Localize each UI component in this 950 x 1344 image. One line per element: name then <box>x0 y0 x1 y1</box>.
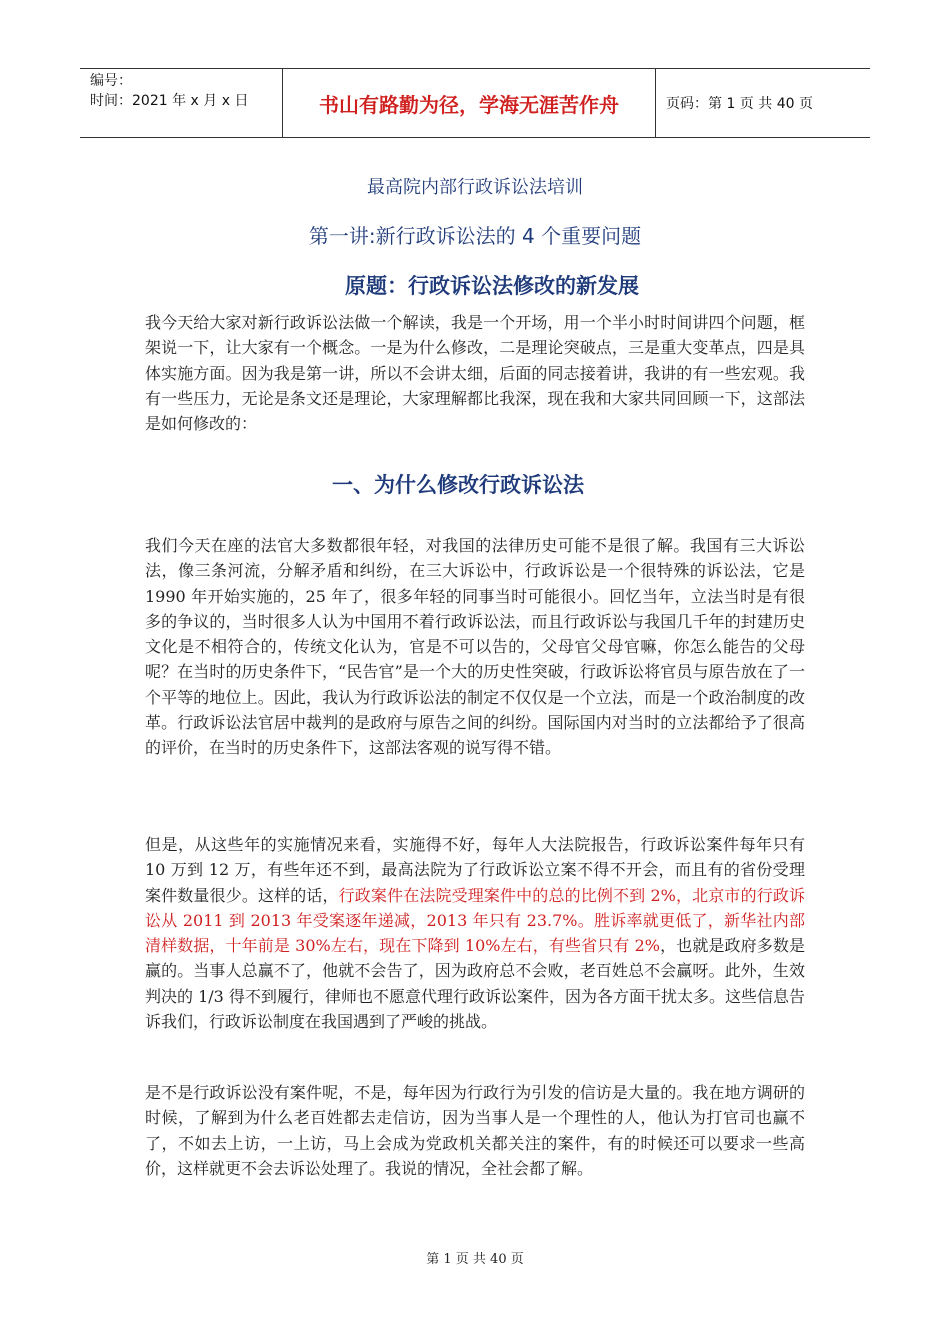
highlighted-statistics: 行政案件在法院受理案件中的总的比例不到 2%，北京市的行政诉讼从 2011 到 2013 年受案逐年递减，2013 年只有 23.7%。胜诉率就更低了，新华社内部清样数据，十年前是 30%左右，现在下降到 10%左右，有些省只有 2% <box>145 885 805 956</box>
page-footer: 第 1 页 共 40 页 <box>426 1252 524 1267</box>
paragraph-petitions: 是不是行政诉讼没有案件呢，不是，每年因为行政行为引发的信访是大量的。我在地方调研的时候，了解到为什么老百姓都去走信访，因为当事人是一个理性的人，他认为打官司也赢不了，不如去上访，一上访，马上会成为党政机关都关注的案件，有的时候还可以要求一些高价，这样就更不会去诉讼处理了。我说的情况，全社会都了解。 <box>145 1083 805 1178</box>
intro-paragraph: 我今天给大家对新行政诉讼法做一个解读，我是一个开场，用一个半小时时间讲四个问题，框架说一下，让大家有一个概念。一是为什么修改，二是理论突破点，三是重大变革点，四是具体实施方面。因为我是第一讲，所以不会讲太细，后面的同志接着讲，我讲的有一些宏观。我有一些压力，无论是条文还是理论，大家理解都比我深，现在我和大家共同回顾一下，这部法是如何修改的： <box>145 313 805 434</box>
course-title: 最高院内部行政诉讼法培训 <box>367 177 583 198</box>
header-meta <box>80 69 282 137</box>
original-title: 原题：行政诉讼法修改的新发展 <box>345 274 639 298</box>
paragraph-text: ，也就是政府多数是赢的。当事人总赢不了，他就不会告了，因为政府总不会败，老百姓总不会赢呀。此外，生效判决的 1/3 得不到履行，律师也不愿意代理行政诉讼案件，因为各方面干扰太多。这些信息告诉我们，行政诉讼制度在我国遇到了严峻的挑战。 <box>145 936 805 1032</box>
header-page-number: 页码：第 1 页 共 40 页 <box>666 96 813 112</box>
paragraph-implementation <box>145 832 805 1034</box>
lecture-title: 第一讲:新行政诉讼法的 4 个重要问题 <box>308 224 642 248</box>
section-heading: 一、为什么修改行政诉讼法 <box>332 473 584 497</box>
document-header <box>80 68 870 138</box>
header-motto: 书山有路勤为径，学海无涯苦作舟 <box>282 69 656 137</box>
paragraph-text: 但是，从这些年的实施情况来看，实施得不好，每年人大法院报告，行政诉讼案件每年只有 10 万到 12 万，有些年还不到，最高法院为了行政诉讼立案不得不开会，而且有的省份受理案件数量很少。这样的话， <box>145 835 805 905</box>
document-number: 编号： <box>90 73 132 89</box>
document-time: 时间：2021 年 x 月 x 日 <box>90 93 249 109</box>
paragraph-history: 我们今天在座的法官大多数都很年轻，对我国的法律历史可能不是很了解。我国有三大诉讼法，像三条河流，分解矛盾和纠纷，在三大诉讼中，行政诉讼是一个很特殊的诉讼法，它是 1990 年开始实施的，25 年了，很多年轻的同事当时可能很小。回忆当年，立法当时是有很多的争议的，当时很多人认为中国用不着行政诉讼法，而且行政诉讼与我国几千年的封建历史文化是不相符合的，传统文化认为，官是不可以告的，父母官父母官嘛，你怎么能告的父母呢？在当时的历史条件下，“民告官”是一个大的历史性突破，行政诉讼将官员与原告放在了一个平等的地位上。因此，我认为行政诉讼法的制定不仅仅是一个立法，而是一个政治制度的改革。行政诉讼法官居中裁判的是政府与原告之间的纠纷。国际国内对当时的立法都给予了很高的评价，在当时的历史条件下，这部法客观的说写得不错。 <box>145 536 805 758</box>
